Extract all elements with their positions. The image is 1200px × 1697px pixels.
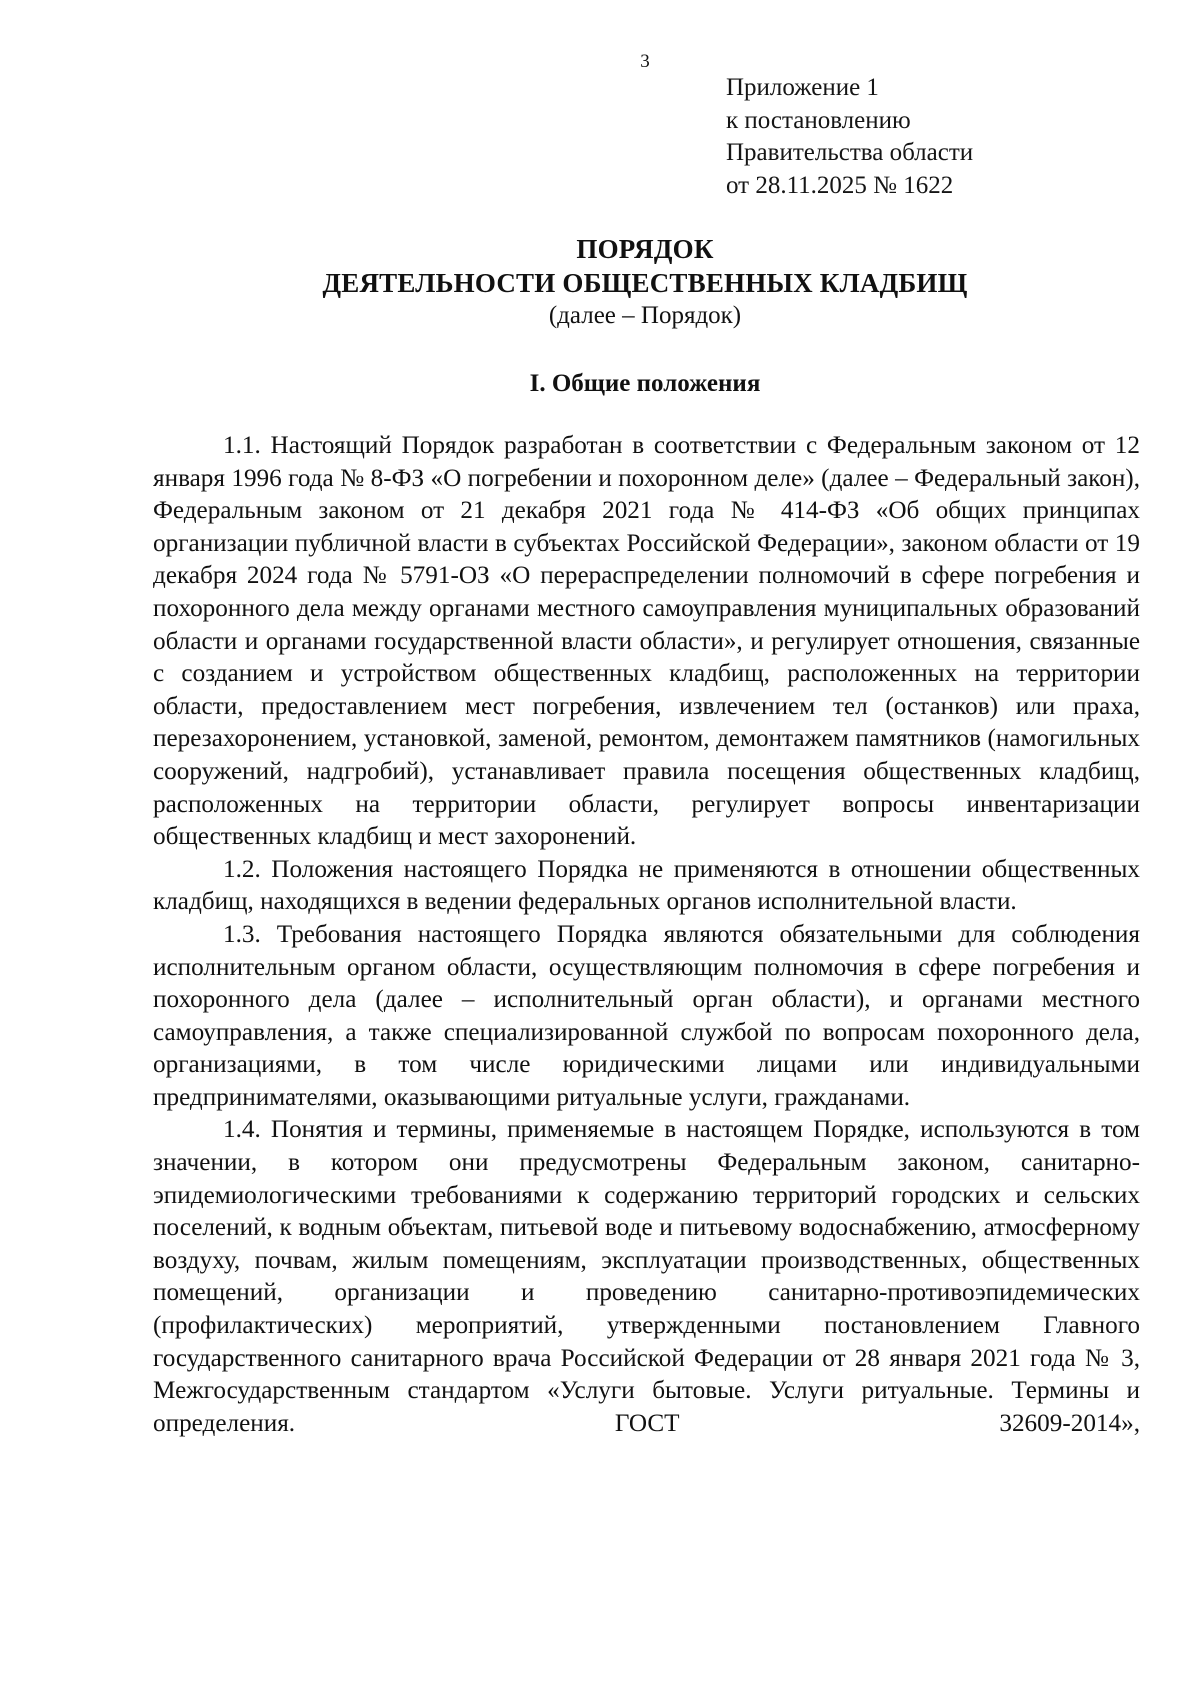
appendix-line-2: к постановлению (726, 106, 911, 134)
section-heading: I. Общие положения (529, 370, 761, 397)
document-body (153, 430, 1140, 1440)
paragraph-1-2: 1.2. Положения настоящего Порядка не применяются в отношении общественных кладбищ, находящихся в ведении федеральных органов исполнительной власти. (153, 855, 1140, 916)
appendix-line-4: от 28.11.2025 № 1622 (726, 171, 954, 199)
appendix-line-3: Правительства области (726, 139, 974, 166)
appendix-line-1: Приложение 1 (726, 74, 879, 101)
document-title (150, 232, 1140, 332)
paragraph-1-3: 1.3. Требования настоящего Порядка являются обязательными для соблюдения исполнительным органом области, осуществляющим полномочия в сфере погребения и похоронного дела (далее – исполнительный орган области), и органами местного самоуправления, а также специализированной службой по вопросам похоронного дела, организациями, в том числе юридическими лицами или индивидуальными предпринимателями, оказывающими ритуальные услуги, гражданами. (153, 920, 1140, 1111)
paragraph-1-1: 1.1. Настоящий Порядок разработан в соответствии с Федеральным законом от 12 января 1996 года № 8-ФЗ «О погребении и похоронном деле» (далее – Федеральный закон), Федеральным законом от 21 декабря 2021 года № 414-ФЗ «Об общих принципах организации публичной власти в субъектах Российской Федерации», законом области от 19 декабря 2024 года № 5791-ОЗ «О перераспределении полномочий в сфере погребения и похоронного дела между органами местного самоуправления муниципальных образований области и органами государственной власти области», и регулирует отношения, связанные с созданием и устройством общественных кладбищ, расположенных на территории области, предоставлением мест погребения, извлечением тел (останков) или праха, перезахоронением, установкой, заменой, ремонтом, демонтажем памятников (намогильных сооружений, надгробий), устанавливает правила посещения общественных кладбищ, расположенных на территории области, регулирует вопросы инвентаризации общественных кладбищ и мест захоронений. (153, 432, 1140, 851)
paragraph-1-4: 1.4. Понятия и термины, применяемые в настоящем Порядке, используются в том значении, в котором они предусмотрены Федеральным законом, санитарно-эпидемиологическими требованиями к содержанию территорий городских и сельских поселений, к водным объектам, питьевой воде и питьевому водоснабжению, атмосферному воздуху, почвам, жилым помещениям, эксплуатации производственных, общественных помещений, организации и проведению санитарно-противоэпидемических (профилактических) мероприятий, утвержденными постановлением Главного государственного санитарного врача Российской Федерации от 28 января 2021 года № 3, Межгосударственным стандартом «Услуги бытовые. Услуги ритуальные. Термины и определения. ГОСТ 32609-2014», (153, 1116, 1140, 1437)
title-line-1: ПОРЯДОК (576, 234, 714, 264)
appendix-block (726, 72, 973, 202)
page-number: 3 (640, 51, 650, 72)
title-line-3: (далее – Порядок) (548, 302, 742, 329)
title-line-2: ДЕЯТЕЛЬНОСТИ ОБЩЕСТВЕННЫХ КЛАДБИЩ (322, 268, 968, 298)
